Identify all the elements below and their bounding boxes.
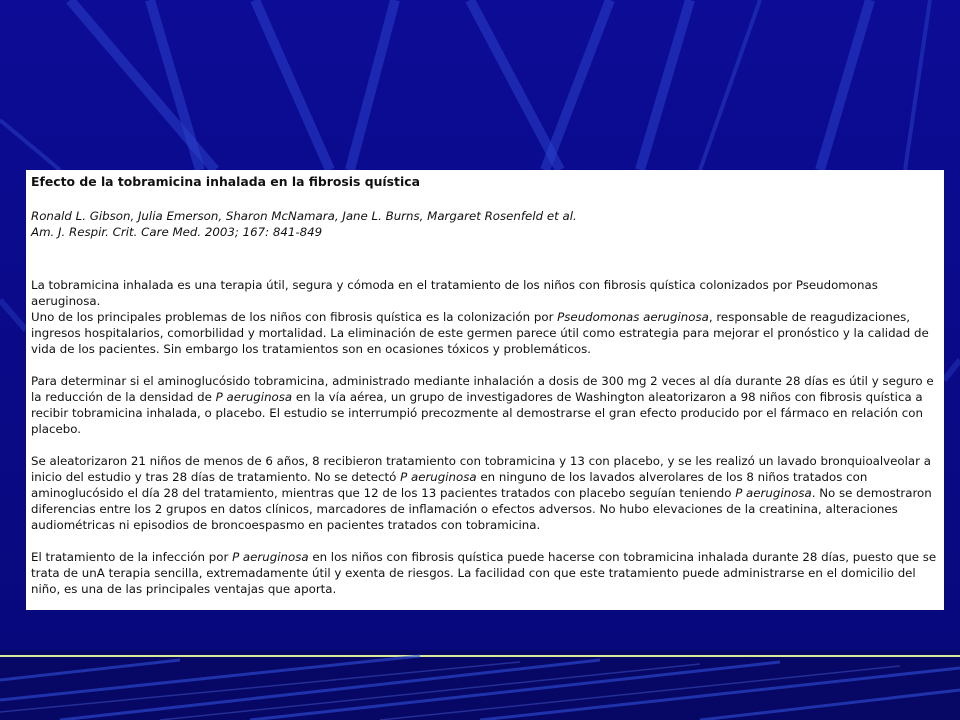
text-line: niño, es una de las principales ventajas que aporta. — [31, 582, 337, 596]
text-line: audiométricas ni episodios de broncoespasmo en pacientes tratados con tobramicina. — [31, 518, 541, 532]
text-line — [31, 389, 944, 405]
text-line: diferencias entre los 2 grupos en datos clínicos, marcadores de inflamación o efectos adversos. No hubo elevaciones de la creatinina, alteraciones — [31, 502, 898, 516]
text-line: aeruginosa. — [31, 294, 101, 308]
text-run: en los niños con fibrosis quística puede hacerse con tobramicina inhalada durante 28 días, puesto que se — [308, 550, 937, 564]
text-line: vida de los pacientes. Sin embargo los tratamientos son en ocasiones tóxicos y problemáticos. — [31, 342, 592, 356]
article-citation: Am. J. Respir. Crit. Care Med. 2003; 167: 841-849 — [31, 225, 323, 239]
text-run: , responsable de reagudizaciones, — [708, 310, 911, 324]
text-line — [31, 309, 944, 325]
article-title: Efecto de la tobramicina inhalada en la fibrosis quística — [31, 174, 420, 189]
text-line: Se aleatorizaron 21 niños de menos de 6 años, 8 recibieron tratamiento con tobramicina y 13 con placebo, y se les realizó un lavado bronquioalveolar a — [31, 454, 931, 468]
text-line: La tobramicina inhalada es una terapia útil, segura y cómoda en el tratamiento de los niños con fibrosis quística colonizados por Pseudomonas — [31, 278, 878, 292]
text-line: trata de unA terapia sencilla, extremadamente útil y exenta de riesgos. La facilidad con que este tratamiento puede administrarse en el domicilio del — [31, 566, 916, 580]
text-run: inicio del estudio y tras 28 días de tratamiento. No se detectó — [31, 470, 401, 484]
paragraph-3 — [31, 453, 944, 533]
paragraph-2 — [31, 373, 944, 437]
text-line: placebo. — [31, 422, 81, 436]
organism-name: Pseudomonas aeruginosa — [557, 310, 709, 324]
article-panel — [26, 170, 944, 610]
organism-name: P aeruginosa — [232, 550, 309, 564]
text-line — [31, 469, 944, 485]
organism-name: P aeruginosa — [400, 470, 477, 484]
text-line — [31, 549, 944, 565]
text-run: Uno de los principales problemas de los niños con fibrosis quística es la colonización por — [31, 310, 558, 324]
organism-name: P aeruginosa — [215, 390, 293, 404]
spacer — [31, 240, 944, 277]
text-line: ingresos hospitalarios, comorbilidad y mortalidad. La eliminación de este germen parece útil como estrategia para mejorar el pronóstico y la calidad de — [31, 326, 929, 340]
organism-name: P aeruginosa — [735, 486, 812, 500]
text-line: recibir tobramicina inhalada, o placebo. El estudio se interrumpió precozmente al demostrarse el gran efecto producido por el fármaco en relación con — [31, 406, 923, 420]
text-run: la reducción de la densidad de — [31, 390, 216, 404]
text-run: El tratamiento de la infección por — [31, 550, 233, 564]
paragraph-1 — [31, 277, 944, 357]
text-run: . No se demostraron — [811, 486, 932, 500]
article-authors: Ronald L. Gibson, Julia Emerson, Sharon McNamara, Jane L. Burns, Margaret Rosenfeld et al. — [31, 209, 577, 223]
text-line: Para determinar si el aminoglucósido tobramicina, administrado mediante inhalación a dosis de 300 mg 2 veces al día durante 28 días es útil y seguro e — [31, 374, 934, 388]
text-line — [31, 485, 944, 501]
text-run: en ninguno de los lavados alverolares de los 8 niños tratados con — [476, 470, 868, 484]
paragraph-4 — [31, 549, 944, 597]
text-run: aminoglucósido el día 28 del tratamiento, mientras que 12 de los 13 pacientes tratados con placebo seguían teniendo — [31, 486, 736, 500]
text-run: en la vía aérea, un grupo de investigadores de Washington aleatorizaron a 98 niños con fibrosis quística a — [292, 390, 923, 404]
